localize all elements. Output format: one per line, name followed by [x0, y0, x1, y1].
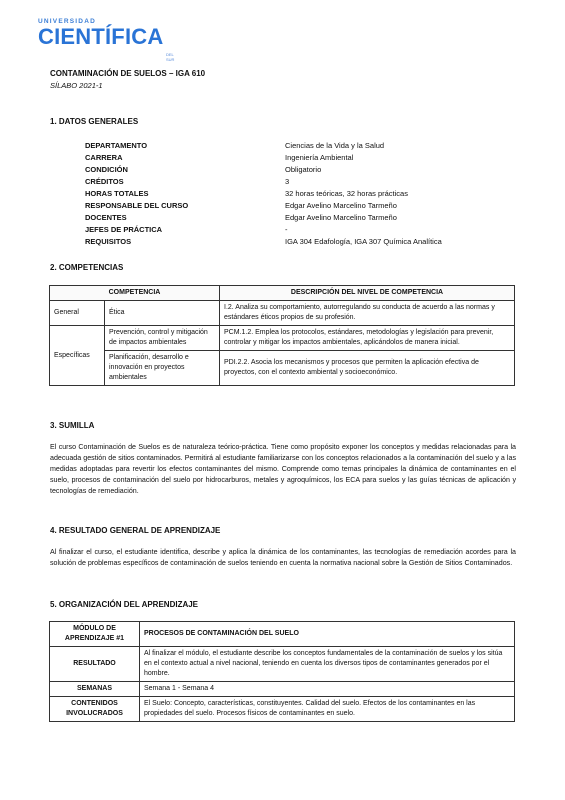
- field-label: DOCENTES: [85, 213, 127, 222]
- competence-description: I.2. Analiza su comportamiento, autorregulando su conducta de acuerdo a las normas y estándares éticos propios de su profesión.: [220, 301, 515, 326]
- field-label: HORAS TOTALES: [85, 189, 149, 198]
- field-label: REQUISITOS: [85, 237, 132, 246]
- field-value: Edgar Avelino Marcelino Tarmeño: [285, 201, 397, 210]
- sumilla-paragraph: El curso Contaminación de Suelos es de naturaleza teórico-práctica. Tiene como propósito exponer los conceptos y medidas relacionadas para la adecuada gestión de sitios contaminados. Permitirá al estudiante familiarizarse con los conceptos relacionados a la contaminación del suelo y a las medidas adoptadas para revertir los efectos contaminantes del mismo. Comprende como temas principales la dinámica de contaminantes en el suelo, procesos de contaminación del suelo por hidrocarburos, metales y agroquímicos, los ECA para suelos y las guías técnicas de aplicación y tecnologías de remediación.: [50, 443, 516, 495]
- table-row: [50, 682, 515, 697]
- competence-type: General: [50, 301, 105, 326]
- field-label: CARRERA: [85, 153, 123, 162]
- competence-description: PCM.1.2. Emplea los protocolos, estándares, metodologías y legislación para prevenir, controlar y mitigar los impactos ambientales, aplicándolos de manera inicial.: [220, 326, 515, 351]
- header-description: DESCRIPCIÓN DEL NIVEL DE COMPETENCIA: [220, 286, 515, 301]
- field-label: RESPONSABLE DEL CURSO: [85, 201, 189, 210]
- field-value: Obligatorio: [285, 165, 322, 174]
- field-label: DEPARTAMENTO: [85, 141, 148, 150]
- competence-name: Planificación, desarrollo e innovación en proyectos ambientales: [105, 351, 220, 386]
- field-label: JEFES DE PRÁCTICA: [85, 225, 163, 234]
- module-contents: El Suelo: Concepto, características, constituyentes. Calidad del suelo. Efectos de los contaminantes en las propiedades del suelo. Procesos físicos de contaminantes en suelo.: [140, 697, 515, 722]
- module-weeks: Semana 1 - Semana 4: [140, 682, 515, 697]
- field-value: 3: [285, 177, 290, 186]
- general-data-row: [85, 200, 505, 212]
- field-label: CONDICIÓN: [85, 165, 128, 174]
- general-data-row: [85, 140, 505, 152]
- result-label: RESULTADO: [50, 647, 140, 682]
- logo-sub-text: DEL SUR: [166, 52, 175, 62]
- document-title: CONTAMINACIÓN DE SUELOS – IGA 610: [50, 69, 206, 78]
- section-heading-organization: 5. ORGANIZACIÓN DEL APRENDIZAJE: [50, 600, 199, 609]
- competence-name: Ética: [105, 301, 220, 326]
- field-value: 32 horas teóricas, 32 horas prácticas: [285, 189, 408, 198]
- general-data-list: [85, 140, 505, 248]
- competence-name: Prevención, control y mitigación de impactos ambientales: [105, 326, 220, 351]
- section-heading-competencies: 2. COMPETENCIAS: [50, 263, 124, 272]
- logo-top-text: UNIVERSIDAD: [38, 18, 96, 25]
- general-data-row: [85, 164, 505, 176]
- field-value: Edgar Avelino Marcelino Tarmeño: [285, 213, 397, 222]
- general-data-row: [85, 236, 505, 248]
- section-heading-general-data: 1. DATOS GENERALES: [50, 117, 139, 126]
- field-value: -: [285, 225, 288, 234]
- section-heading-learning-result: 4. RESULTADO GENERAL DE APRENDIZAJE: [50, 526, 221, 535]
- field-value: Ingeniería Ambiental: [285, 153, 354, 162]
- table-row: [50, 351, 515, 386]
- table-row: [50, 647, 515, 682]
- general-data-row: [85, 176, 505, 188]
- table-row: [50, 622, 515, 647]
- field-label: CRÉDITOS: [85, 177, 124, 186]
- university-logo: [38, 18, 175, 62]
- section-heading-sumilla: 3. SUMILLA: [50, 421, 95, 430]
- competence-description: PDI.2.2. Asocia los mecanismos y procesos que permiten la aplicación efectiva de proyectos, con el contexto ambiental y socioeconómico.: [220, 351, 515, 386]
- module-table: [49, 621, 515, 722]
- module-title: PROCESOS DE CONTAMINACIÓN DEL SUELO: [140, 622, 515, 647]
- header-competence: COMPETENCIA: [50, 286, 220, 301]
- contents-label: CONTENIDOS INVOLUCRADOS: [50, 697, 140, 722]
- general-data-row: [85, 152, 505, 164]
- field-value: IGA 304 Edafología, IGA 307 Química Analítica: [285, 237, 442, 246]
- table-row: [50, 697, 515, 722]
- competencies-table: [49, 285, 515, 386]
- table-row: [50, 326, 515, 351]
- learning-result-paragraph: Al finalizar el curso, el estudiante identifica, describe y aplica la dinámica de los contaminantes, las tecnologías de remediación acordes para la solución de problemas específicos de contaminación de suelos teniendo en cuenta la normativa nacional sobre la Gestión de Sitios Contaminados.: [50, 548, 516, 567]
- competence-type: Específicas: [50, 326, 105, 386]
- general-data-row: [85, 212, 505, 224]
- logo-main-text: CIENTÍFICA: [38, 24, 164, 49]
- table-row: [50, 301, 515, 326]
- document-subtitle: SÍLABO 2021-1: [50, 81, 103, 90]
- field-value: Ciencias de la Vida y la Salud: [285, 141, 385, 150]
- table-header-row: [50, 286, 515, 301]
- weeks-label: SEMANAS: [50, 682, 140, 697]
- general-data-row: [85, 224, 505, 236]
- module-result: Al finalizar el módulo, el estudiante describe los conceptos fundamentales de la contaminación de suelos y los sitúa en el contexto actual a nivel nacional, teniendo en cuenta los diversos tipos de contaminantes generados por el hombre.: [140, 647, 515, 682]
- general-data-row: [85, 188, 505, 200]
- module-label: MÓDULO DE APRENDIZAJE #1: [50, 622, 140, 647]
